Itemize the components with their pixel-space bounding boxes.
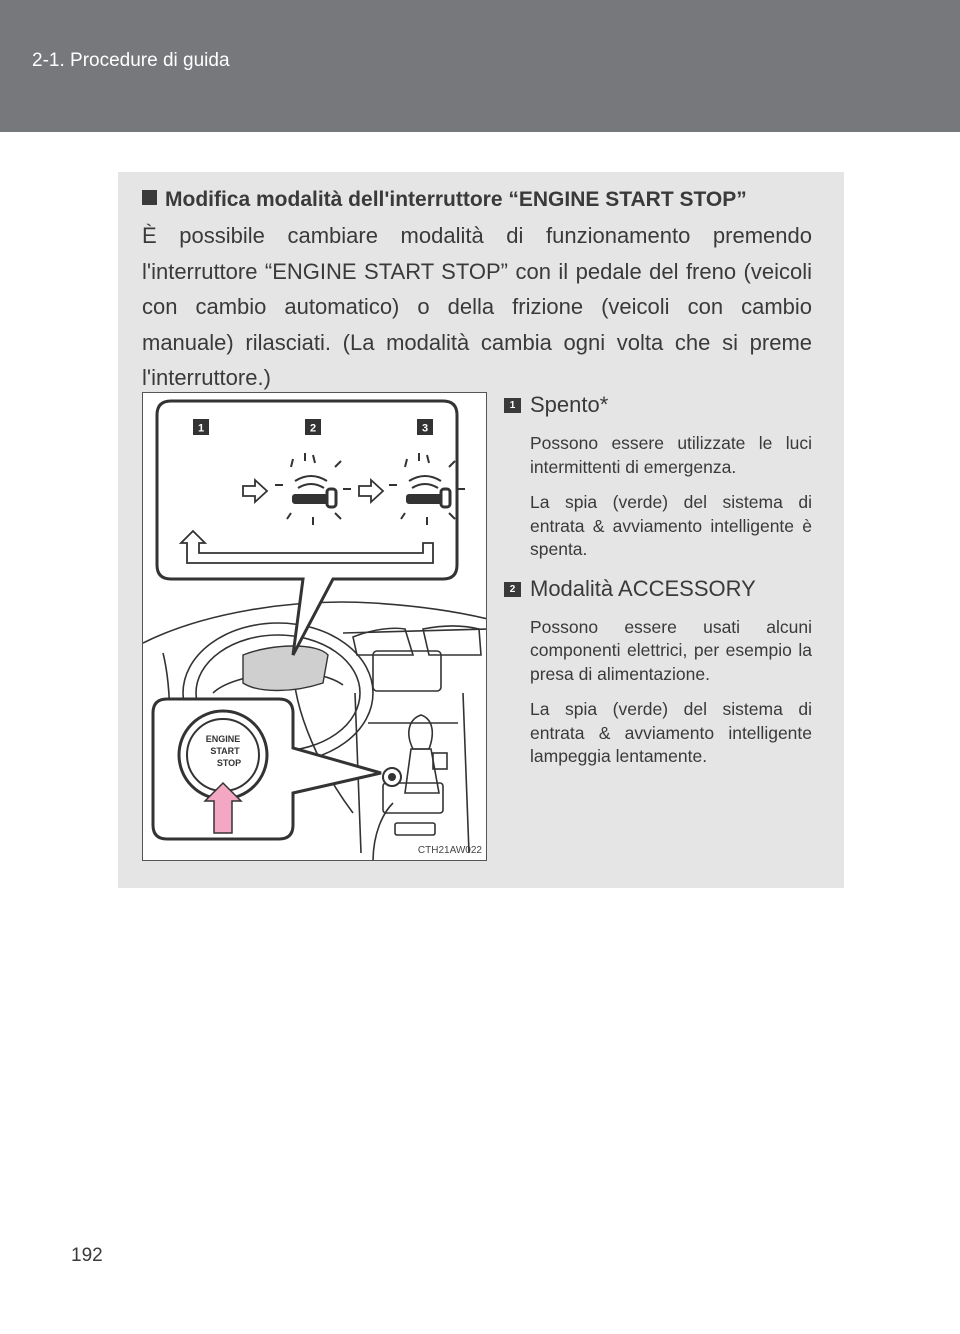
mode-item-title [504,392,812,418]
mode-item-title-text: Modalità ACCESSORY [530,575,756,601]
mode-item-off [504,392,812,562]
mode-list [504,392,812,769]
mode-item-paragraph: La spia (verde) del sistema di entrata & avviamento intelligente è spenta. [530,492,812,559]
panel-heading [142,188,747,212]
button-text-engine: ENGINE [205,734,241,744]
mode-item-paragraph: Possono essere usati alcuni componenti elettrici, per esempio la presa di alimentazione. [530,616,812,684]
page-number: 192 [71,1245,103,1266]
button-text-start: START [210,746,240,756]
dashboard-illustration-svg [143,393,487,861]
info-panel [118,172,844,888]
figure-label-1-text: 1 [197,422,205,435]
mode-number-badge: 1 [504,398,521,413]
intro-paragraph: È possibile cambiare modalità di funzionamento premendo l'interruttore “ENGINE START STOP” con il pedale del freno (veicoli con cambio automatico) o della frizione (veicoli con cambio manuale) rilasciati. (La modalità cambia ogni volta che si preme l'interruttore.) [142,223,812,390]
callout-top [157,401,457,655]
dashboard-illustration [142,392,487,861]
mode-item-title-text: Spento* [530,392,609,417]
mode-item-title [504,576,812,602]
section-title: 2-1. Procedure di guida [32,50,230,71]
mode-item-paragraph: Possono essere utilizzate le luci intermittenti di emergenza. [530,433,812,477]
mode-number-badge: 2 [504,582,521,597]
mode-item-paragraph: La spia (verde) del sistema di entrata & avviamento intelligente lampeggia lentamente. [530,699,812,766]
page-header [0,0,960,132]
figure-label-2-text: 2 [309,422,317,435]
square-bullet-icon [142,190,157,205]
instrument-cluster [243,646,328,691]
mode-item-accessory [504,576,812,769]
dash-switch-small-core [388,773,396,781]
button-text-stop: STOP [216,758,242,768]
figure-code: CTH21AW022 [417,845,482,856]
figure-label-3-text: 3 [421,422,429,435]
panel-heading-text: Modifica modalità dell'interruttore “ENGINE START STOP” [165,188,747,211]
